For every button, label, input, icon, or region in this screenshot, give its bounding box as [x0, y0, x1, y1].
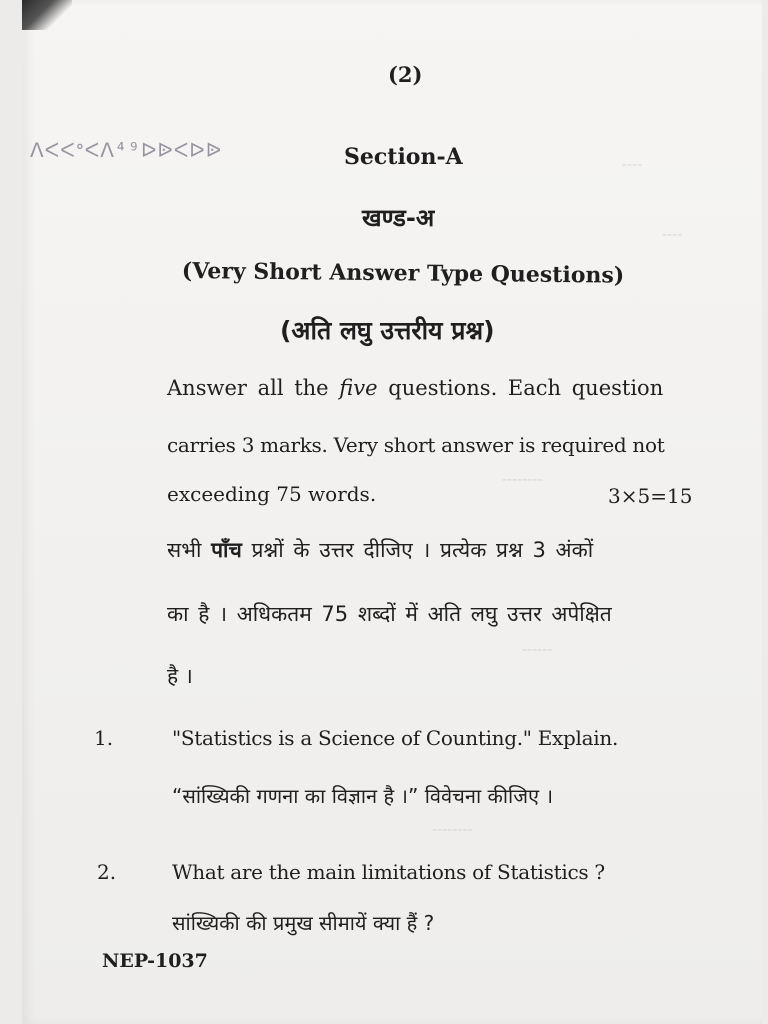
- stamp-number: ᐱᐸᐸᐤᐸᐱ⁴⁹ᐅᐉᐸᐅᐉ: [30, 138, 223, 162]
- instructions-en-line1: [167, 376, 663, 400]
- question-type-en: (Very Short Answer Type Questions): [181, 258, 625, 289]
- question-text-en: What are the main limitations of Statistics ?: [172, 860, 605, 884]
- question-text-hi: सांख्यिकी की प्रमुख सीमायें क्या हैं ?: [172, 911, 435, 935]
- instructions-hi-line1: [167, 536, 593, 564]
- bleed-through-mark: ‑‑‑‑‑‑: [522, 640, 553, 658]
- question-text-hi: “सांख्यिकी गणना का विज्ञान है ।” विवेचना कीजिए ।: [172, 784, 554, 808]
- instructions-text: सभी: [167, 538, 202, 562]
- section-title-hi: खण्ड-अ: [362, 204, 435, 232]
- bleed-through-mark: ‑‑‑‑: [622, 155, 643, 173]
- bleed-through-mark: ‑‑‑‑‑‑‑‑: [432, 820, 473, 838]
- question-number: 1.: [94, 726, 114, 750]
- instructions-text: Answer all the: [167, 376, 329, 400]
- page-number: (2): [388, 62, 423, 87]
- instructions-en-line2: carries 3 marks. Very short answer is required not: [167, 433, 665, 457]
- paper-code: NEP-1037: [102, 950, 208, 972]
- instructions-text: questions. Each question: [388, 376, 664, 400]
- instructions-text: प्रश्नों के उत्तर दीजिए । प्रत्येक प्रश्न 3 अंकों: [251, 538, 594, 562]
- instructions-hi-line2: का है । अधिकतम 75 शब्दों में अति लघु उत्तर अपेक्षित: [167, 602, 612, 626]
- exam-page: [22, 0, 762, 1024]
- question-type-hi: (अति लघु उत्तरीय प्रश्न): [280, 316, 495, 345]
- bleed-through-mark: ‑‑‑‑: [662, 225, 683, 243]
- marks-total: 3×5=15: [608, 484, 693, 508]
- question-number: 2.: [97, 860, 117, 884]
- instructions-emphasis: पाँच: [211, 538, 242, 562]
- question-text-en: "Statistics is a Science of Counting." Explain.: [172, 726, 618, 750]
- instructions-en-line3: exceeding 75 words.: [167, 482, 377, 506]
- section-title-en: Section-A: [344, 144, 463, 170]
- instructions-emphasis: five: [339, 376, 378, 400]
- bleed-through-mark: ‑‑‑‑‑‑‑‑: [502, 470, 543, 488]
- page-edge-shadow: [22, 0, 72, 30]
- instructions-hi-line3: है ।: [167, 664, 193, 688]
